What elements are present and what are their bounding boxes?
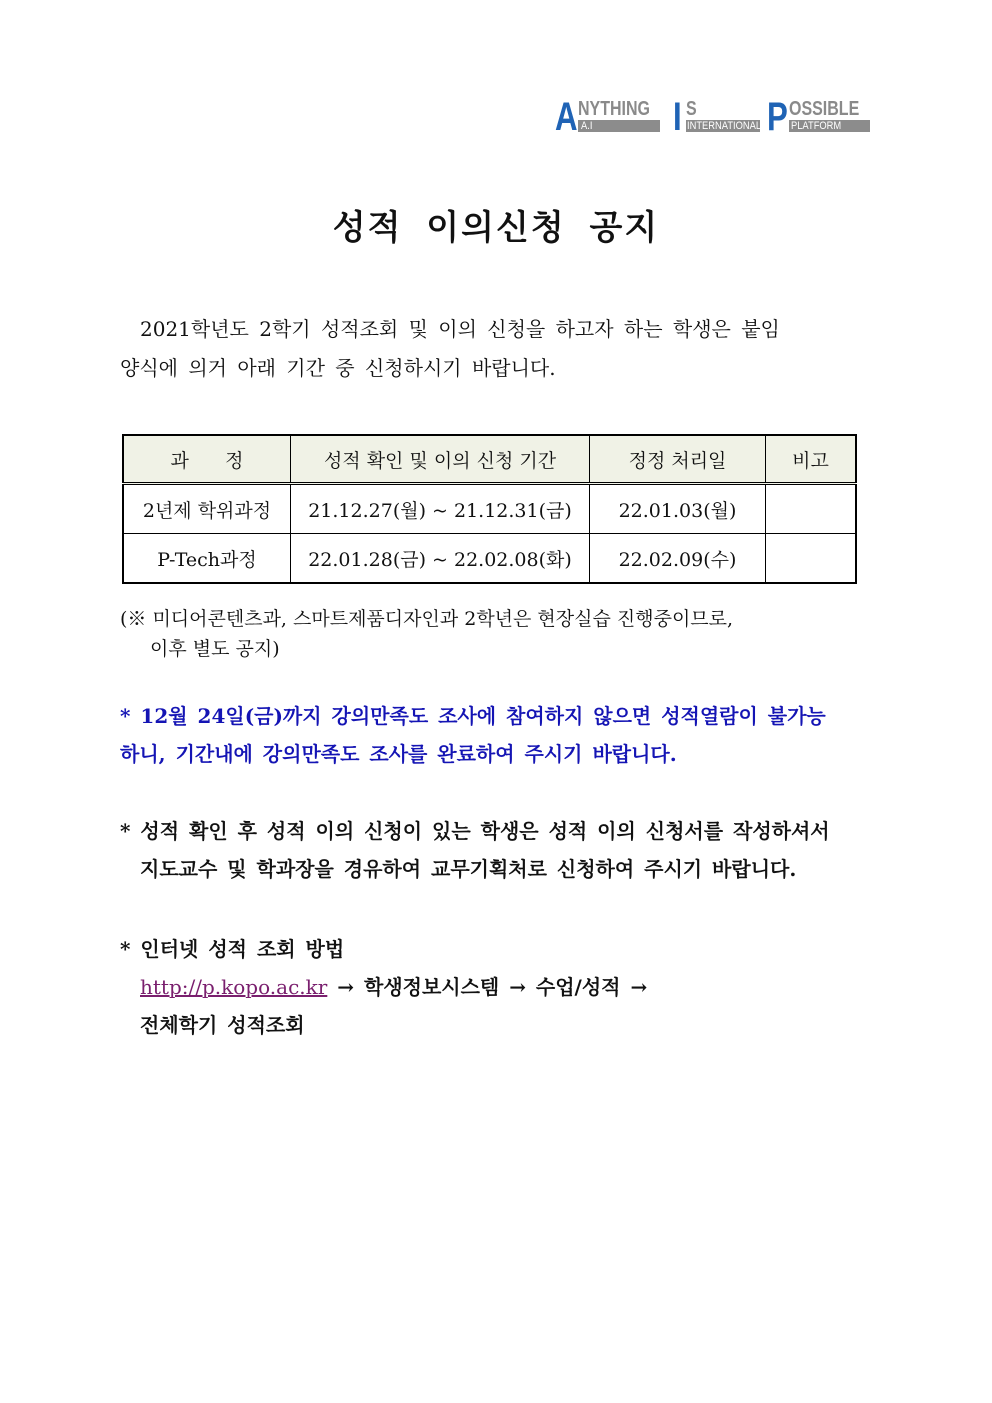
cell-correction-date: 22.01.03(월) [590, 484, 766, 534]
appeal-line: 지도교수 및 학과장을 경유하여 교무기획처로 신청하여 주시기 바랍니다. [140, 857, 797, 881]
note-line: 이후 별도 공지) [150, 638, 280, 660]
online-path-steps: → 학생정보시스템 → 수업/성적 → [327, 975, 648, 999]
header-correction-date: 정정 처리일 [590, 435, 766, 484]
intro-paragraph [120, 310, 880, 388]
logo-sub-platform: PLATFORM [791, 120, 842, 132]
schedule-table [122, 434, 857, 584]
cell-correction-date: 22.02.09(수) [590, 534, 766, 584]
logo-letter-i: I [673, 95, 682, 139]
cell-remarks [766, 534, 857, 584]
cell-period: 22.01.28(금) ~ 22.02.08(화) [291, 534, 590, 584]
portal-link[interactable]: http://p.kopo.ac.kr [140, 975, 328, 999]
survey-line: 하니, 기간내에 강의만족도 조사를 완료하여 주시기 바랍니다. [120, 742, 677, 766]
appeal-line: * 성적 확인 후 성적 이의 신청이 있는 학생은 성적 이의 신청서를 작성하셔서 [120, 819, 830, 843]
survey-line: * 12월 24일(금)까지 강의만족도 조사에 참여하지 않으면 성적열람이 불가능 [120, 704, 826, 728]
online-heading: * 인터넷 성적 조회 방법 [120, 937, 345, 961]
cell-course: 2년제 학위과정 [123, 484, 291, 534]
logo-letter-p: P [767, 95, 788, 139]
cell-remarks [766, 484, 857, 534]
logo-word-possible: OSSIBLE [789, 98, 860, 120]
cell-period: 21.12.27(월) ~ 21.12.31(금) [291, 484, 590, 534]
header-period: 성적 확인 및 이의 신청 기간 [291, 435, 590, 484]
page-title: 성적 이의신청 공지 [332, 208, 660, 248]
online-path-end: 전체학기 성적조회 [140, 1013, 305, 1037]
intro-line: 2021학년도 2학기 성적조회 및 이의 신청을 하고자 하는 학생은 붙임 [140, 317, 780, 341]
note-line: (※ 미디어콘텐츠과, 스마트제품디자인과 2학년은 현장실습 진행중이므로, [120, 608, 734, 630]
survey-notice [120, 697, 880, 773]
logo-word-anything: NYTHING [578, 98, 650, 120]
logo-sub-ai: A.I [581, 120, 593, 132]
logo-letter-a: A [555, 95, 578, 139]
university-logo [555, 95, 875, 139]
header-remarks: 비고 [766, 435, 857, 484]
table-header-row [123, 435, 856, 484]
logo-word-is: S [686, 98, 697, 120]
online-lookup [120, 930, 880, 1044]
intro-line: 양식에 의거 아래 기간 중 신청하시기 바랍니다. [120, 356, 556, 380]
department-note [120, 604, 733, 664]
appeal-notice [120, 812, 880, 888]
table-row [123, 534, 856, 584]
table-row [123, 484, 856, 534]
header-course: 과 정 [123, 435, 291, 484]
logo-sub-international: INTERNATIONAL [687, 120, 762, 132]
online-path [120, 968, 880, 1006]
cell-course: P-Tech과정 [123, 534, 291, 584]
